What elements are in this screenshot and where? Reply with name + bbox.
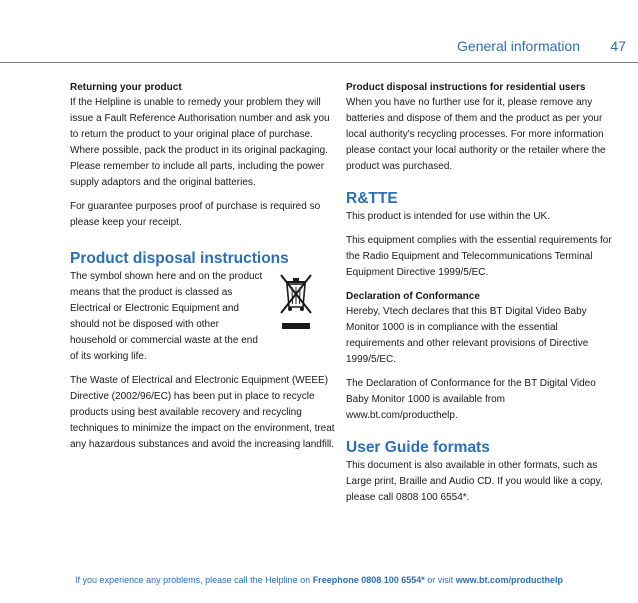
returning-para-1: If the Helpline is unable to remedy your problem they will issue a Fault Reference Authorisation number and ask you to return the product to your original place of purchase. Where possible, pack the product in its original packaging. Please remember to include all parts, including the power supply adaptors and the original batteries.: [70, 97, 330, 188]
footer-url-link[interactable]: www.bt.com/producthelp: [455, 575, 563, 585]
header-rule: [0, 62, 638, 63]
header-title: General information: [457, 38, 580, 54]
footer-middle: or visit: [424, 575, 456, 585]
residential-para-1: When you have no further use for it, please remove any batteries and dispose of them and the product as per your local authority's recycling processes. For more information please contact your local authority or the retailer where the product was purchased.: [346, 97, 606, 172]
footer: [0, 575, 638, 585]
rtte-para-4: The Declaration of Conformance for the BT Digital Video Baby Monitor 1000 is available from www.bt.com/producthelp.: [346, 378, 596, 421]
formats-heading: User Guide formats: [346, 439, 490, 456]
conformance-heading: Declaration of Conformance: [346, 291, 480, 302]
right-column: [346, 80, 616, 514]
rtte-para-2: This equipment complies with the essential requirements for the Radio Equipment and Telecommunications Terminal Equipment Directive 1999/5/EC.: [346, 235, 612, 278]
left-column: [70, 80, 340, 461]
footer-freephone: Freephone 0808 100 6554*: [312, 575, 425, 585]
returning-heading: Returning your product: [70, 82, 182, 93]
formats-para-1: This document is also available in other formats, such as Large print, Braille and Audio CD. If you would like a copy, please call 0808 100 6554*.: [346, 460, 603, 503]
disposal-para-1: The symbol shown here and on the product means that the product is classed as Electrical or Electronic Equipment and should not be disposed with other household or commercial waste at the end of its working life.: [70, 271, 263, 362]
disposal-para-2: The Waste of Electrical and Electronic Equipment (WEEE) Directive (2002/96/EC) has been put in place to recycle products using best available recovery and recycling techniques to minimize the impact on the environment, treat any hazardous substances and avoid the increasing landfill.: [70, 375, 335, 450]
rtte-heading: R&TTE: [346, 190, 398, 207]
footer-prefix: If you experience any problems, please call the Helpline on: [75, 575, 313, 585]
rtte-para-1: This product is intended for use within the UK.: [346, 211, 550, 222]
rtte-para-3: Hereby, Vtech declares that this BT Digital Video Baby Monitor 1000 is in compliance with the essential requirements and other relevant provisions of Directive 1999/5/EC.: [346, 306, 589, 365]
page-header: [0, 38, 638, 64]
disposal-heading: Product disposal instructions: [70, 250, 289, 267]
returning-para-2: For guarantee purposes proof of purchase is required so please keep your receipt.: [70, 201, 321, 228]
residential-heading: Product disposal instructions for residential users: [346, 82, 586, 93]
page-number: 47: [610, 38, 626, 54]
disposal-block: [70, 269, 340, 365]
crossed-out-wheelie-bin-icon: [278, 271, 314, 341]
